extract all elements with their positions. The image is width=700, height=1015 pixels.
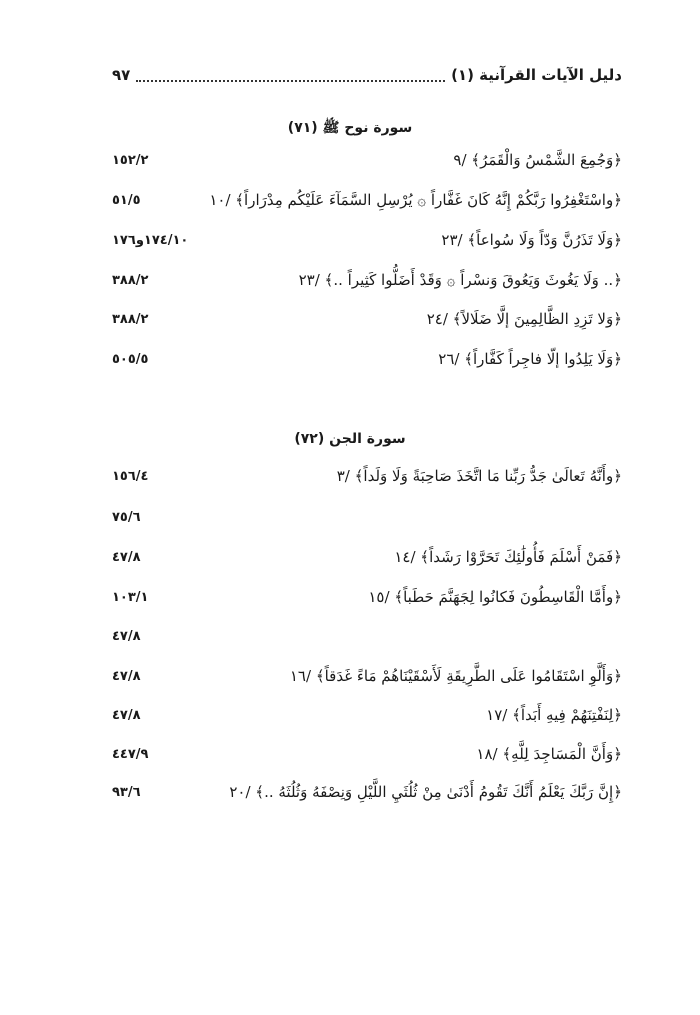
verse-text: ﴿إِنَّ رَبَّكَ يَعْلَمُ أَنَّكَ تَقُومُ أَدْنَىٰ مِنْ ثُلُثَيِ اللَّيْلِ وَنِصْفَهُ وَثُلُثَهُ ..﴾ /٢٠ (229, 783, 622, 801)
page-reference: ١٥٦/٤ (112, 469, 149, 484)
surah-title-nuh: سورة نوح ﷺ (٧١) (287, 120, 413, 136)
verse-text: ﴿وَجُمِعَ الشَّمْسُ وَالْقَمَرُ﴾ /٩ (453, 151, 622, 169)
verse-text: ﴿وَلا تَزِدِ الظَّالِمِينَ إلَّا ضَلَالاً﴾ /٢٤ (426, 310, 622, 328)
page-reference: ٤٧/٨ (112, 629, 141, 644)
index-entry (112, 548, 622, 578)
verse-text: ﴿فَمَنْ أَسْلَمَ فَأُولَٰئِكَ تَحَرَّوْا رَشَداً﴾ /١٤ (394, 548, 622, 566)
page-reference: ٤٧/٨ (112, 550, 141, 565)
index-entry (112, 627, 622, 657)
page-reference: ٥٠٥/٥ (112, 352, 149, 367)
verse-text: ﴿لِنَفْتِنَهُمْ فِيهِ أَبَداً﴾ /١٧ (486, 706, 622, 724)
index-entry (112, 271, 622, 301)
surah-title-jinn: سورة الجن (٧٢) (294, 431, 406, 447)
page-reference: ٣٨٨/٢ (112, 273, 149, 288)
page-reference: ١٧٤/١٠و١٧٦ (112, 233, 189, 248)
page-reference: ٤٧/٨ (112, 669, 141, 684)
index-entry (112, 508, 622, 538)
verse-text: ﴿وأَنَّهُ تَعالَىٰ جَدُّ رَبِّنا مَا اتَّخَذَ صَاحِبَةً وَلَا وَلَداً﴾ /٣ (336, 467, 622, 485)
index-entry (112, 783, 622, 813)
page-reference: ٤٤٧/٩ (112, 747, 149, 762)
index-entry (112, 467, 622, 497)
index-entry (112, 745, 622, 775)
page-reference: ٩٣/٦ (112, 785, 141, 800)
index-entry (112, 151, 622, 181)
page-reference: ١٠٣/١ (112, 590, 149, 605)
index-entry (112, 231, 622, 261)
verse-text: ﴿وَلَا يَلِدُوا إلّا فاجِراً كَفَّاراً﴾ /٢٦ (438, 350, 622, 368)
page-reference: ٣٨٨/٢ (112, 312, 149, 327)
index-entry (112, 191, 622, 221)
page-reference: ٥١/٥ (112, 193, 141, 208)
page-reference: ٧٥/٦ (112, 510, 141, 525)
index-entry (112, 667, 622, 697)
page-number: ٩٧ (112, 66, 131, 84)
page-reference: ١٥٢/٢ (112, 153, 149, 168)
leader-dots (136, 68, 445, 82)
index-entry (112, 706, 622, 736)
verse-text: ﴿وَلَا تَذَرُنَّ وَدّاً وَلَا سُواعاً﴾ /٢٣ (441, 231, 622, 249)
verse-text: ﴿.. وَلَا يَغُوثَ وَيَعُوقَ وَنسْراً ۞ وَقَدْ أَضَلُّوا كَثِيراً ..﴾ /٢٣ (298, 271, 622, 289)
header-title: دليل الآيات القرآنية (١) (451, 66, 622, 84)
page-reference: ٤٧/٨ (112, 708, 141, 723)
verse-text: ﴿وأَمَّا الْقَاسِطُونَ فَكانُوا لِجَهَنَّمَ حَطَباً﴾ /١٥ (368, 588, 622, 606)
verse-text: ﴿وَأَلَّوِ اسْتَقَامُوا عَلَى الطَّرِيقَةِ لَأَسْقَيْنَاهُمْ مَاءً غَدَقاً﴾ /١٦ (289, 667, 622, 685)
index-entry (112, 310, 622, 340)
verse-text: ﴿وَأَنَّ الْمَسَاجِدَ لِلَّهِ﴾ /١٨ (476, 745, 622, 763)
index-entry (112, 588, 622, 618)
index-entry (112, 350, 622, 380)
verse-text: ﴿واسْتَغْفِرُوا رَبَّكُمْ إِنَّهُ كَانَ غَفَّاراً ۞ يُرْسِلِ السَّمَآءَ عَلَيْكُم مِدْرَاراً﴾ /١٠ (209, 191, 622, 209)
running-header (112, 62, 622, 88)
